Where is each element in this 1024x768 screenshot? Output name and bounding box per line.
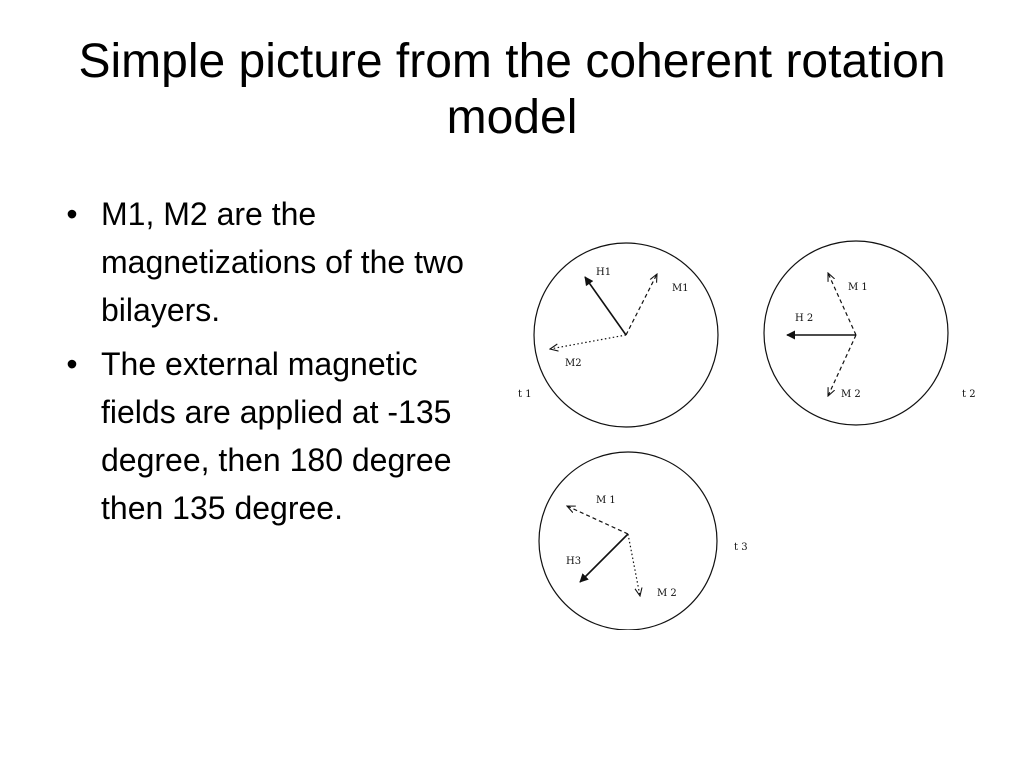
- h3-field-arrow: [580, 534, 628, 582]
- m2-label: M 2: [657, 588, 677, 599]
- bullet-item: [60, 190, 490, 334]
- m1-arrow: [567, 506, 628, 534]
- panel-circle: [539, 452, 717, 630]
- m1-label: M 1: [848, 282, 868, 293]
- bullet-text: The external magnetic fields are applied at -135 degree, then 180 degree then 135 degree.: [101, 346, 452, 526]
- panel-t2: [764, 241, 976, 425]
- h3-label: H3: [566, 556, 582, 567]
- panel-t3: [539, 452, 748, 630]
- bullet-marker: •: [66, 196, 78, 232]
- m2-arrow: [550, 335, 626, 349]
- slide-title: Simple picture from the coherent rotation model: [78, 35, 946, 144]
- m2-label: M2: [565, 358, 582, 369]
- rotation-diagram-svg: [510, 230, 990, 630]
- time-label-t3: t 3: [734, 542, 748, 553]
- h1-label: H1: [596, 267, 612, 278]
- m1-arrow: [626, 274, 657, 335]
- bullet-list: [60, 190, 490, 538]
- rotation-diagram: [510, 230, 990, 630]
- panel-t1: [518, 243, 718, 427]
- bullet-marker: •: [66, 346, 78, 382]
- h1-field-arrow: [585, 277, 626, 335]
- m1-label: M 1: [596, 495, 616, 506]
- bullet-item: [60, 340, 490, 532]
- time-label-t1: t 1: [518, 389, 532, 400]
- m2-arrow: [828, 335, 856, 396]
- bullet-text: M1, M2 are the magnetizations of the two bilayers.: [101, 196, 464, 328]
- m2-arrow: [628, 534, 640, 596]
- m2-label: M 2: [841, 389, 861, 400]
- h2-label: H 2: [795, 313, 814, 324]
- time-label-t2: t 2: [962, 389, 976, 400]
- m1-label: M1: [672, 283, 689, 294]
